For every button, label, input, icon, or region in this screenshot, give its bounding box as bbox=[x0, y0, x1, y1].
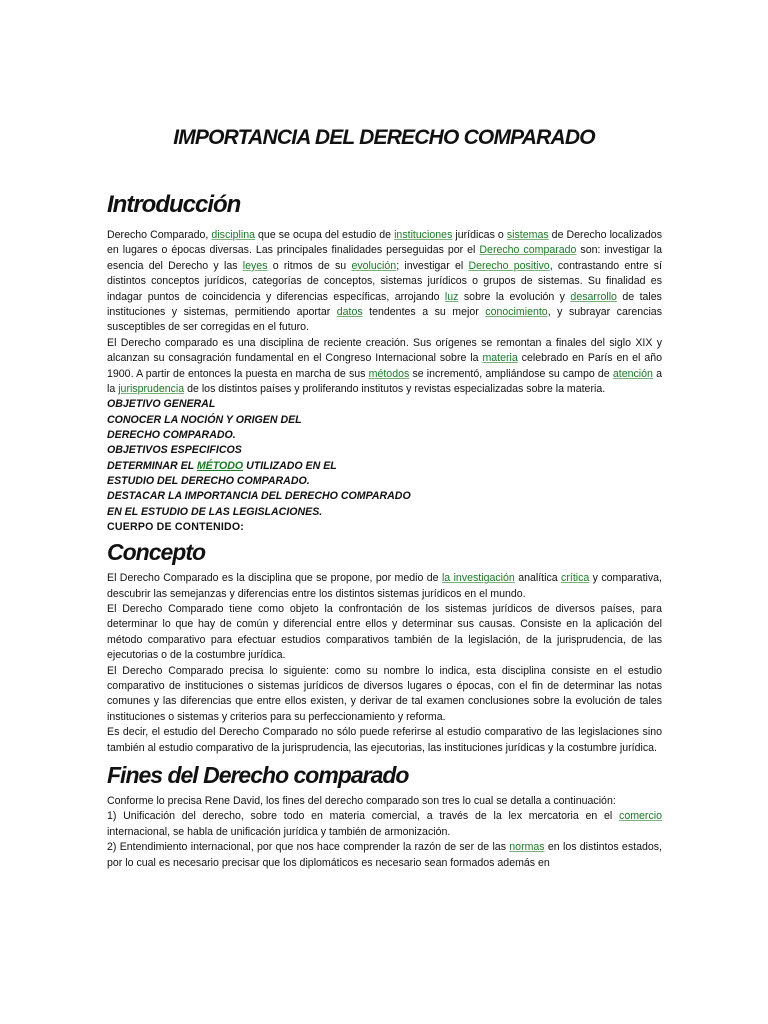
intro-paragraph-1: Derecho Comparado, disciplina que se ocupa del estudio de instituciones jurídicas o sistemas de Derecho localizados en lugares o épocas diversas. Las principales finalidades perseguidas por el Derecho comparado son: investigar la esencia del Derecho y las leyes o ritmos de su evolución; investigar el Derecho positivo, contrastando entre sí distintos conceptos jurídicos, categorías de conceptos, sistemas jurídicos o grupos de sistemas. Su finalidad es indagar puntos de coincidencia y diferencias específicas, arrojando luz sobre la evolución y desarrollo de tales instituciones y sistemas, permitiendo aportar datos tendentes a su mejor conocimiento, y subrayar carencias susceptibles de ser corregidas en el futuro. bbox=[107, 229, 663, 334]
body-paragraph: 2) Entendimiento internacional, por que nos hace comprender la razón de ser de las normas en los distintos estados, por lo cual es necesario precisar que los diplomáticos es necesario sean formados además en bbox=[107, 841, 662, 869]
inline-link[interactable]: sistemas bbox=[506, 229, 549, 241]
inline-link[interactable]: leyes bbox=[242, 259, 268, 272]
inline-link[interactable]: la investigación bbox=[441, 572, 515, 585]
body-paragraph: Conforme lo precisa Rene David, los fines del derecho comparado son tres lo cual se detalla a continuación: bbox=[107, 795, 616, 808]
inline-link[interactable]: Derecho comparado bbox=[479, 244, 577, 257]
body-label: CUERPO DE CONTENIDO: bbox=[107, 520, 245, 533]
inline-link[interactable]: evolución bbox=[351, 259, 397, 272]
inline-link[interactable]: crítica bbox=[561, 572, 590, 585]
objective-line: DESTACAR LA IMPORTANCIA DEL DERECHO COMPARADO bbox=[107, 490, 411, 503]
inline-link[interactable]: Derecho positivo bbox=[468, 259, 550, 272]
section-heading-introduccion: Introducción bbox=[107, 191, 241, 218]
inline-link[interactable]: jurisprudencia bbox=[118, 383, 185, 396]
intro-paragraph-2: El Derecho comparado es una disciplina de reciente creación. Sus orígenes se remontan a finales del siglo XIX y alcanzan su consagración fundamental en el Congreso Internacional sobre la materia celebrado en París en el año 1900. A partir de entonces la puesta en marcha de sus métodos se incrementó, ampliándose su campo de atención a la jurisprudencia de los distintos países y proliferando institutos y revistas especializadas sobre la materia. bbox=[107, 336, 662, 396]
inline-link[interactable]: comercio bbox=[619, 810, 662, 823]
inline-link[interactable]: luz bbox=[444, 290, 459, 303]
objective-line: EN EL ESTUDIO DE LAS LEGISLACIONES. bbox=[107, 505, 323, 518]
inline-link[interactable]: instituciones bbox=[394, 229, 453, 241]
body-paragraph: Es decir, el estudio del Derecho Comparado no sólo puede referirse al estudio comparativo de las legislaciones sino también al estudio comparativo de la jurisprudencia, las ejecutorias, las instituciones jurídicas y la costumbre jurídica. bbox=[107, 726, 662, 754]
body-paragraph: El Derecho Comparado precisa lo siguiente: como su nombre lo indica, esta disciplina consiste en el estudio comparativo de instituciones o sistemas jurídicos de diversos lugares o épocas, con el fin de determinar las notas comunes y las diferencias que entre ellos existen, y derivar de tal examen conclusiones sobre la evolución de tales instituciones o sistemas y criterios para su perfeccionamiento y reforma. bbox=[107, 664, 662, 723]
objective-line: DERECHO COMPARADO. bbox=[107, 429, 236, 442]
section-heading-fines: Fines del Derecho comparado bbox=[107, 762, 409, 789]
inline-link[interactable]: desarrollo bbox=[570, 290, 617, 303]
inline-link[interactable]: materia bbox=[482, 352, 518, 365]
inline-link[interactable]: métodos bbox=[368, 367, 410, 380]
concept-paragraphs bbox=[107, 571, 662, 756]
body-paragraph: El Derecho Comparado tiene como objeto la confrontación de los sistemas jurídicos de diversos países, para determinar lo que hay de común y diferencial entre ellos y determinar sus causas. Consiste en la aplicación del método comparativo para efectuar estudios comparativos también de la legislación, de la jurisprudencia, de las ejecutorias o de la costumbre jurídica. bbox=[107, 602, 662, 662]
fines-paragraphs bbox=[107, 794, 662, 871]
objective-line: OBJETIVO GENERAL bbox=[107, 398, 216, 411]
objective-line: DETERMINAR EL MÉTODO UTILIZADO EN EL bbox=[107, 459, 337, 472]
section-heading-concepto: Concepto bbox=[107, 539, 206, 566]
body-paragraph: 1) Unificación del derecho, sobre todo en materia comercial, a través de la lex mercatoria en el comercio internacional, se habla de unificación jurídica y también de armonización. bbox=[107, 810, 662, 838]
objective-line: ESTUDIO DEL DERECHO COMPARADO. bbox=[107, 474, 310, 487]
inline-link[interactable]: datos bbox=[336, 306, 363, 319]
body-paragraph: El Derecho Comparado es la disciplina que se propone, por medio de la investigación analítica crítica y comparativa, descubrir las semejanzas y diferencias entre los distintos sistemas jurídicos en el mundo. bbox=[107, 572, 663, 600]
document-title: IMPORTANCIA DEL DERECHO COMPARADO bbox=[173, 126, 595, 149]
inline-link[interactable]: MÉTODO bbox=[196, 459, 244, 472]
inline-link[interactable]: atención bbox=[612, 367, 653, 380]
objectives-block bbox=[107, 397, 662, 519]
inline-link[interactable]: conocimiento bbox=[485, 306, 548, 319]
objective-line: OBJETIVOS ESPECIFICOS bbox=[107, 444, 242, 457]
inline-link[interactable]: disciplina bbox=[211, 229, 255, 241]
document-body bbox=[107, 190, 662, 871]
objective-line: CONOCER LA NOCIÓN Y ORIGEN DEL bbox=[107, 413, 302, 426]
inline-link[interactable]: normas bbox=[509, 841, 545, 854]
